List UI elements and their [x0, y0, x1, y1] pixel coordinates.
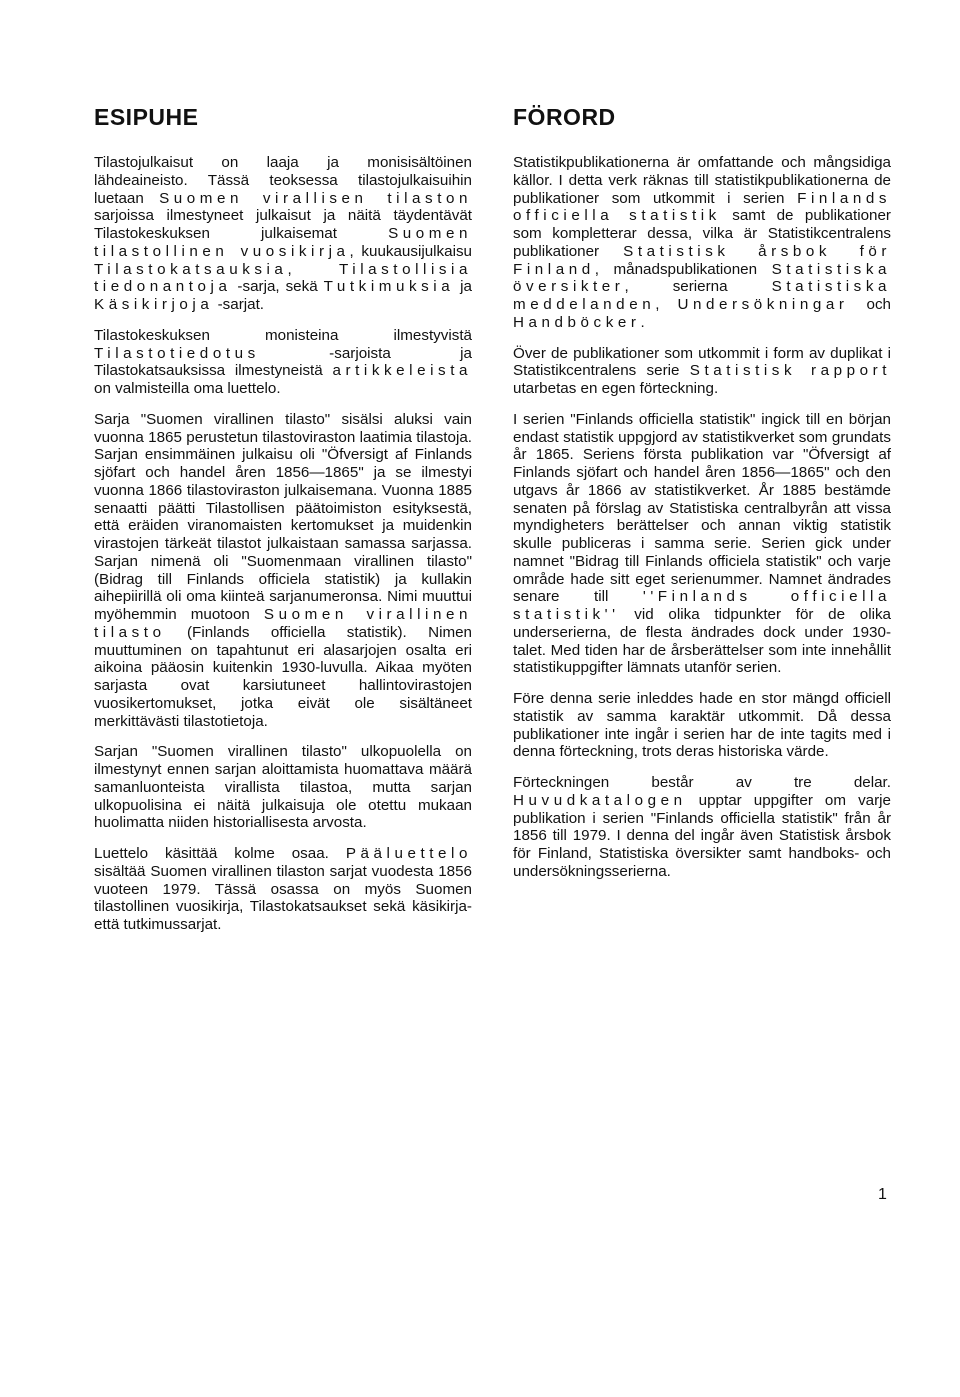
paragraph	[94, 154, 472, 314]
text-run: Statistikpublikationerna är omfattande och mångsidiga källor. I detta verk räknas till statistikpublikationerna de publikationer som utkommit i serien	[513, 154, 891, 207]
spaced-title: Finlands officiella statistik	[513, 189, 891, 225]
spaced-title: Suomen virallisen tilaston	[159, 189, 472, 207]
spaced-title: Suomen virallinen tilasto	[94, 606, 472, 641]
spaced-title: Suomen tilastollinen vuosikirja	[94, 225, 472, 260]
text-run: Över de publikationer som utkommit i form av duplikat i Statistikcentralens serie	[513, 344, 891, 380]
paragraph	[94, 743, 472, 832]
text-run: ja	[454, 278, 473, 296]
spaced-title: Statistisk årsbok för Finland	[513, 242, 891, 278]
text-run: Sarja "Suomen virallinen tilasto" sisälsi aluksi vain vuonna 1865 perustetun tilastoviraston laatimia tilastoja. Sarjan ensimmäinen julkaisu oli "Öfversigt af Finlands sjöfart och handel åren 1856—1865" ja se ilmestyi vuonna 1866 tilastoviraston julkaisemana. Vuonna 1885 senaatti päätti Tilastollisen päätoimiston esityksestä, että eräiden viranomaisten kertomukset ja muidenkin virastojen tärkeät tilastot julkaistaan samassa sarjassa. Sarjan nimenä oli "Suomenmaan virallinen tilasto" (Bidrag till Finlands officiela statistik) ja kullakin aihepiirillä oli oma kiinteä sarjanumeronsa. Nimi muuttui myöhemmin muotoon	[94, 410, 472, 623]
text-run: sarjoissa ilmestyneet julkaisut ja näitä täydentävät Tilastokeskuksen julkaisemat	[94, 207, 472, 242]
text-run: Tilastokeskuksen monisteina ilmestyvistä	[94, 326, 472, 344]
finnish-heading: ESIPUHE	[94, 104, 199, 130]
spaced-title: Pääluettelo	[345, 845, 472, 862]
text-run: Förteckningen består av tre delar.	[513, 774, 891, 791]
paragraph	[94, 411, 472, 731]
spaced-title: Undersökningar	[677, 296, 849, 313]
spaced-title: Tutkimuksia	[323, 278, 455, 296]
text-run: , kuukausijulkaisu	[349, 242, 472, 260]
spaced-title: Statistiska översikter	[513, 260, 891, 296]
text-run: ,	[287, 260, 339, 278]
text-run: Luettelo käsittää kolme osaa.	[94, 845, 346, 862]
swedish-heading: FÖRORD	[513, 104, 616, 130]
text-run: och	[848, 296, 891, 313]
spaced-title: Tilastotiedotus	[94, 344, 260, 362]
spaced-title: Statistiska meddelanden	[513, 278, 891, 313]
swedish-paragraphs	[513, 154, 891, 881]
spaced-title: Tilastollisia tiedonantoja	[94, 260, 472, 296]
spaced-title: Tilastokatsauksia	[94, 260, 288, 278]
paragraph	[94, 845, 472, 934]
paragraph	[94, 327, 472, 398]
text-run: sisältää Suomen virallinen tilaston sarjat vuodesta 1856 vuoteen 1979. Tässä osassa on myös Suomen tilastollinen vuosikirja, Tilastokatsaukset sekä käsikirja- että tutkimussarjat.	[94, 862, 472, 933]
text-run: -sarja, sekä	[231, 278, 324, 296]
text-run: vid olika tidpunkter för de olika underserierna, de flesta ändrades dock under 1930-talet. Med tiden har de årsberättelser som inte innehållit statistikuppgifter lämnats utanför serien.	[513, 606, 891, 677]
text-run: -sarjoista ja Tilastokatsauksissa ilmestyneistä	[94, 344, 472, 380]
text-run: -sarjat.	[213, 296, 265, 313]
spaced-title: ''Finlands officiella statistik''	[513, 588, 891, 623]
swedish-column	[513, 102, 891, 894]
text-run: Tilastojulkaisut on laaja ja monisisältöinen lähdeaineisto. Tässä teoksessa tilastojulkaisuihin luetaan	[94, 154, 472, 207]
text-run: ,	[655, 296, 678, 313]
spaced-title: Handböcker	[513, 313, 641, 331]
spaced-title: Statistisk rapport	[689, 362, 892, 380]
text-run: samt de publikationer som kompletterar dessa, vilka är Statistikcentralens publikationer	[513, 207, 891, 260]
finnish-column	[94, 102, 472, 947]
spaced-title: Käsikirjoja	[94, 296, 214, 313]
text-run: utarbetas en egen förteckning.	[513, 380, 719, 397]
text-run: on valmisteilla oma luettelo.	[94, 380, 281, 397]
page-number: 1	[878, 1186, 887, 1203]
spaced-title: artikkeleista	[332, 362, 472, 380]
paragraph	[513, 774, 891, 881]
paragraph	[513, 690, 891, 761]
spaced-title: Huvudkatalogen	[513, 791, 687, 809]
paragraph	[513, 411, 891, 677]
paragraph	[513, 345, 891, 398]
text-run: upptar uppgifter om varje publikation i serien "Finlands officiella statistik" från år 1856 till 1979. I denna del ingår även Statistisk årsbok för Finland, Statistiska översikter samt handboks- och undersökningsserierna.	[513, 791, 891, 880]
text-run: , serierna	[624, 278, 772, 296]
text-run: (Finlands officiella statistik). Nimen muuttuminen on tapahtunut eri alasarjojen osalta eri aikoina pääosin kuitenkin 1930-luvulla. Aikaa myöten sarjasta ovat karsiutuneet hallintovirastojen vuosikertomukset, jotka eivät ole sisältäneet merkittävästi tilastotietoja.	[94, 623, 472, 730]
finnish-paragraphs	[94, 154, 472, 934]
paragraph	[513, 154, 891, 332]
text-run: Före denna serie inleddes hade en stor mängd officiell statistik av samma karaktär utkommit. Då dessa publikationer inte ingår i serien har de inte tagits med i denna förteckning, trots deras historiska värde.	[513, 690, 891, 761]
text-run: , månadspublikationen	[594, 260, 772, 278]
text-run: I serien "Finlands officiella statistik" ingick till en början endast statistik uppgjord av statistikverket som grundats år 1865. Seriens första publikation var "Öfversigt af Finlands sjöfart och handel åren 1856—1865" och den utgavs år 1866 av statistikverket. År 1885 bestämde senaten på förslag av Statistiska centralbyrån att vissa myndigheters berättelser och annan viktig statistik skulle publiceras i samma serie. Serien gick under namnet "Bidrag till Finlands officiela statistik" och varje område hade sitt eget serienummer. Namnet ändrades senare till	[513, 410, 891, 606]
text-run: Sarjan "Suomen virallinen tilasto" ulkopuolella on ilmestynyt ennen sarjan aloittamista huomattava määrä samanluonteista virallista tilastoa, mutta sarjan ulkopuolisina ei näitä julkaisuja ole otettu mukaan huolimatta niiden historiallisesta arvosta.	[94, 743, 472, 832]
text-run: .	[640, 313, 645, 331]
